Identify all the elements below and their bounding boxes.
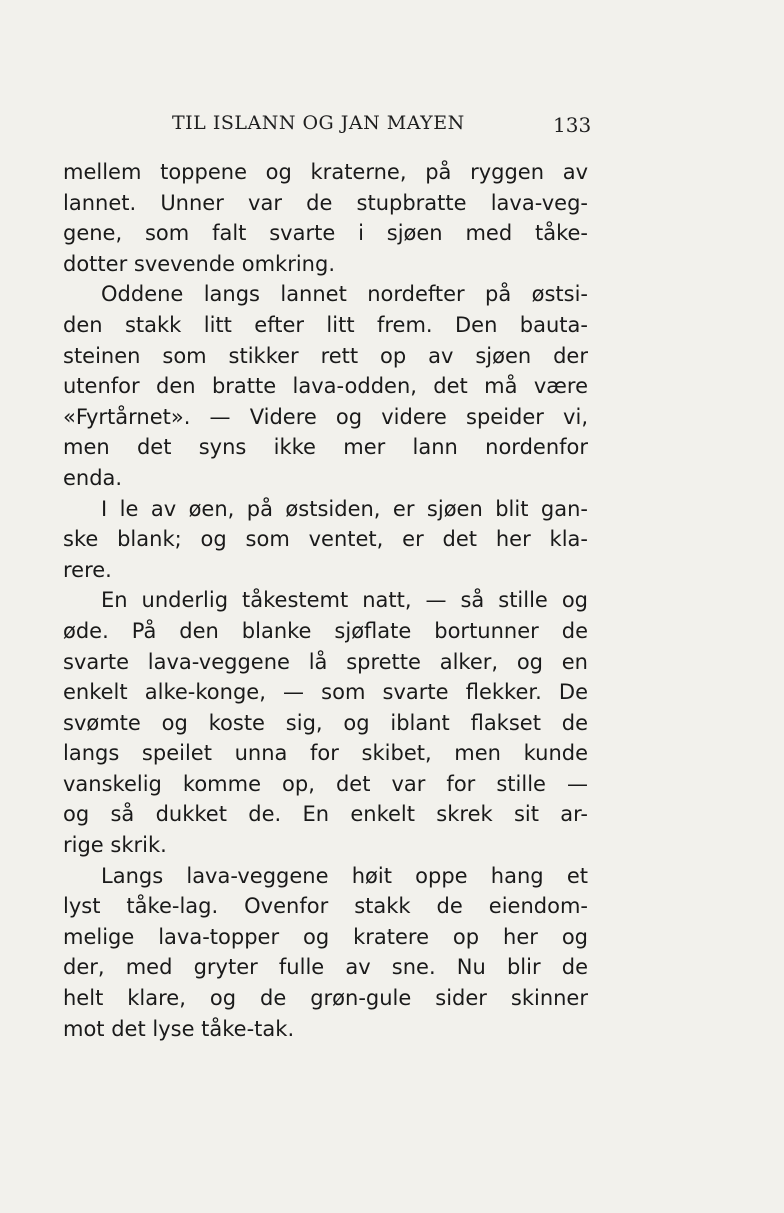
text-line: enda. [63, 465, 123, 490]
text-line: og så dukket de. En enkelt skrek sit ar- [63, 802, 588, 827]
text-line: svarte lava-veggene lå sprette alker, og en [63, 649, 588, 674]
text-line: helt klare, og de grøn-gule sider skinner [63, 986, 588, 1011]
text-line: «Fyrtårnet». — Videre og videre speider vi, [63, 404, 588, 429]
text-line: gene, som falt svarte i sjøen med tåke- [63, 221, 588, 246]
body-text [63, 157, 588, 1044]
text-line: utenfor den bratte lava-odden, det må være [63, 374, 588, 399]
text-line: vanskelig komme op, det var for stille — [63, 771, 588, 796]
text-line: ske blank; og som ventet, er det her kla- [63, 527, 588, 552]
text-line: rige skrik. [63, 833, 167, 858]
text-line: En underlig tåkestemt natt, — så stille og [101, 588, 588, 613]
text-line: mot det lyse tåke-tak. [63, 1016, 295, 1041]
running-head-title: TIL ISLANN OG JAN MAYEN [172, 112, 465, 134]
text-line: lannet. Unner var de stupbratte lava-veg- [63, 190, 588, 215]
text-line: mellem toppene og kraterne, på ryggen av [63, 160, 588, 184]
page-number: 133 [553, 113, 592, 137]
text-line: enkelt alke-konge, — som svarte flekker. De [63, 680, 588, 705]
text-line: steinen som stikker rett op av sjøen der [63, 343, 588, 368]
text-line: I le av øen, på østsiden, er sjøen blit gan- [101, 496, 588, 521]
text-line: der, med gryter fulle av sne. Nu blir de [63, 955, 588, 980]
text-line: lyst tåke-lag. Ovenfor stakk de eiendom- [63, 894, 588, 919]
text-line: svømte og koste sig, og iblant flakset de [63, 710, 588, 735]
text-line: melige lava-topper og kratere op her og [63, 924, 588, 949]
text-line: øde. På den blanke sjøflate bortunner de [63, 618, 588, 643]
text-line: den stakk litt efter litt frem. Den bauta- [63, 312, 588, 337]
text-line: dotter svevende omkring. [63, 251, 335, 276]
text-line: men det syns ikke mer lann nordenfor [63, 435, 588, 460]
text-line: rere. [63, 557, 112, 582]
text-line: Langs lava-veggene høit oppe hang et [101, 863, 588, 888]
text-line: Oddene langs lannet nordefter på østsi- [101, 282, 588, 307]
text-line: langs speilet unna for skibet, men kunde [63, 741, 588, 766]
